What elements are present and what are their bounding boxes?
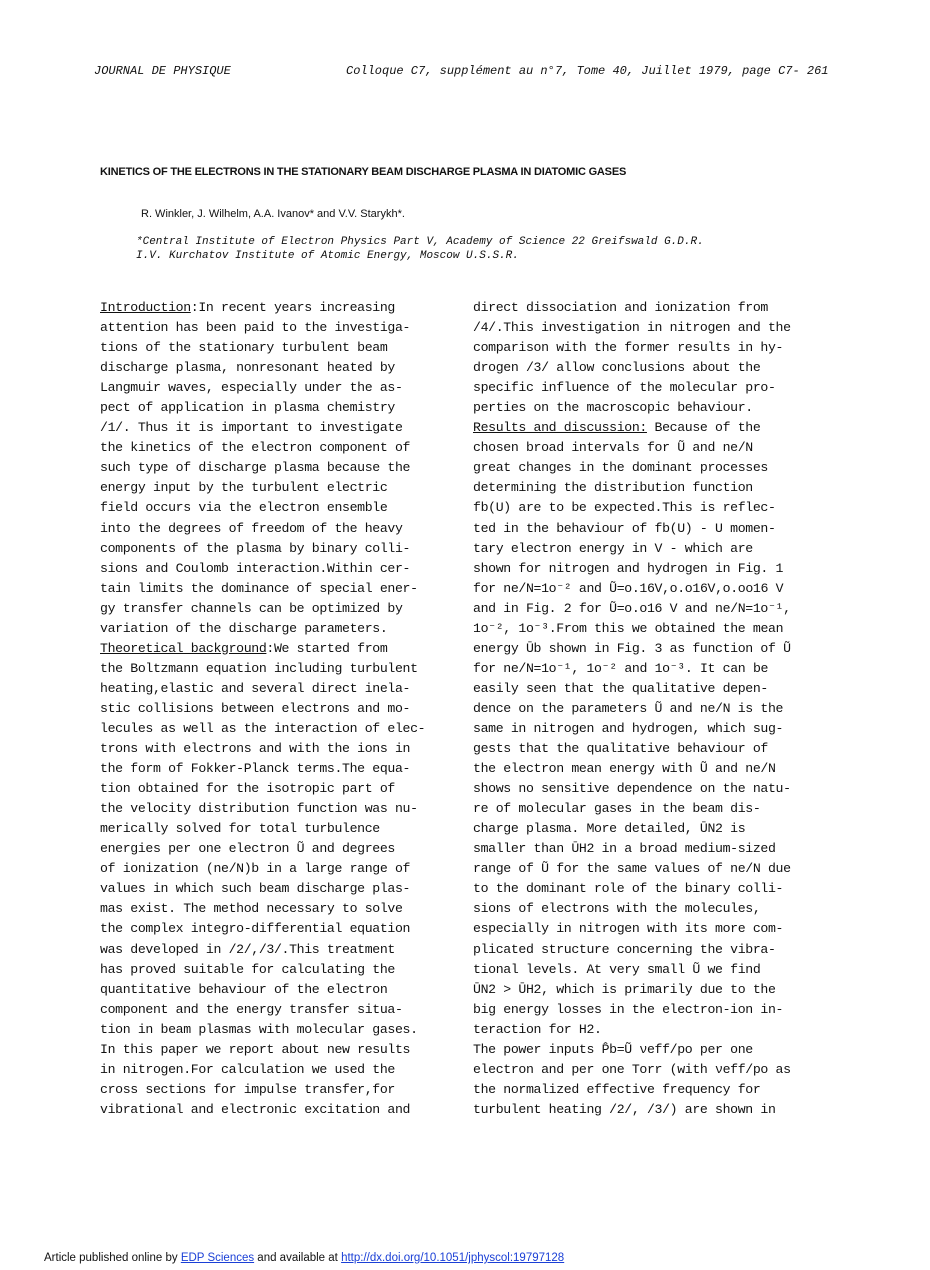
text-line: Langmuir waves, especially under the as- [100, 380, 403, 396]
text-line: lecules as well as the interaction of elec- [100, 720, 426, 736]
footer-middle: and available at [254, 1252, 342, 1264]
text-line: values in which such beam discharge plas- [100, 881, 411, 897]
publisher-link[interactable]: EDP Sciences [180, 1252, 255, 1264]
text-line: the complex integro-differential equation [100, 921, 411, 937]
text-line: perties on the macroscopic behaviour. [473, 400, 753, 416]
theory-line [100, 639, 450, 659]
text-line: sions of electrons with the molecules, [473, 901, 761, 917]
intro-line [100, 298, 450, 318]
theoretical-background-heading: Theoretical background [100, 640, 267, 656]
text-line: turbulent heating /2/, /3/) are shown in [473, 1101, 776, 1117]
text-line: tional levels. At very small Ũ we find [473, 961, 761, 977]
introduction-heading: Introduction [100, 300, 191, 315]
text-line: tain limits the dominance of special ener- [100, 580, 418, 596]
results-first-line: Because of the [646, 420, 761, 436]
theory-paragraph [100, 659, 450, 1120]
intro-first-line: :In recent years increasing [190, 300, 395, 315]
text-line: energy Ūb shown in Fig. 3 as function of Ũ [473, 640, 791, 656]
colloque-reference: Colloque C7, supplément au n°7, Tome 40, Juillet 1979, page C7- 261 [346, 64, 829, 78]
text-line: energies per one electron Ũ and degrees [100, 841, 395, 857]
text-line: heating,elastic and several direct inela- [100, 680, 411, 696]
text-line: mas exist. The method necessary to solve [100, 901, 403, 917]
text-line: /4/.This investigation in nitrogen and the [473, 320, 791, 336]
intro-paragraph [100, 318, 450, 639]
text-line: component and the energy transfer situa- [100, 1001, 403, 1017]
text-line: ted in the behaviour of fb(U) - U momen- [473, 520, 776, 536]
text-line: /1/. Thus it is important to investigate [100, 420, 403, 436]
text-line: quantitative behaviour of the electron [100, 981, 388, 997]
text-line: stic collisions between electrons and mo- [100, 700, 411, 716]
text-line: energy input by the turbulent electric [100, 480, 388, 496]
affiliation-1: *Central Institute of Electron Physics Part V, Academy of Science 22 Greifswald G.D.R. [136, 236, 704, 248]
text-line: In this paper we report about new results [100, 1041, 411, 1057]
text-line: cross sections for impulse transfer,for [100, 1081, 395, 1097]
text-line: merically solved for total turbulence [100, 821, 380, 837]
text-line: gy transfer channels can be optimized by [100, 600, 403, 616]
affiliation-2: I.V. Kurchatov Institute of Atomic Energy, Moscow U.S.S.R. [136, 250, 519, 262]
text-line: dence on the parameters Ũ and ne/N is the [473, 700, 784, 716]
text-line: such type of discharge plasma because the [100, 460, 411, 476]
journal-name: JOURNAL DE PHYSIQUE [94, 64, 231, 78]
text-line: to the dominant role of the binary colli- [473, 881, 784, 897]
text-line: attention has been paid to the investiga- [100, 320, 411, 336]
text-line: The power inputs P̂b=Ũ νeff/po per one [473, 1041, 753, 1057]
text-line: big energy losses in the electron-ion in- [473, 1001, 784, 1017]
text-line: components of the plasma by binary colli- [100, 540, 411, 556]
text-line: easily seen that the qualitative depen- [473, 680, 768, 696]
text-line: especially in nitrogen with its more com- [473, 921, 784, 937]
text-line: of ionization (ne/N)b in a large range of [100, 861, 411, 877]
text-line: the kinetics of the electron component of [100, 440, 411, 456]
text-line: discharge plasma, nonresonant heated by [100, 360, 395, 376]
running-header [0, 64, 930, 82]
doi-link[interactable]: http://dx.doi.org/10.1051/jphyscol:19797128 [341, 1252, 565, 1264]
text-line: tary electron energy in V - which are [473, 540, 753, 556]
text-line: direct dissociation and ionization from [473, 300, 768, 315]
paper-title: KINETICS OF THE ELECTRONS IN THE STATIONARY BEAM DISCHARGE PLASMA IN DIATOMIC GASES [100, 166, 627, 178]
text-line: range of Ũ for the same values of ne/N due [473, 861, 791, 877]
text-line: the Boltzmann equation including turbulent [100, 660, 418, 676]
text-line: gests that the qualitative behaviour of [473, 741, 768, 757]
text-line: variation of the discharge parameters. [100, 620, 388, 636]
continued-paragraph [473, 298, 823, 418]
results-heading: Results and discussion: [473, 420, 647, 436]
left-column [100, 298, 450, 1120]
text-line: chosen broad intervals for Ũ and ne/N [473, 440, 753, 456]
publication-footer [44, 1252, 564, 1264]
text-line: into the degrees of freedom of the heavy [100, 520, 403, 536]
text-line: plicated structure concerning the vibra- [473, 941, 776, 957]
text-line: was developed in /2/,/3/.This treatment [100, 941, 395, 957]
text-line: sions and Coulomb interaction.Within cer- [100, 560, 411, 576]
text-line: tion in beam plasmas with molecular gases. [100, 1021, 418, 1037]
text-line: teraction for H2. [473, 1021, 602, 1037]
text-line: the form of Fokker-Planck terms.The equa- [100, 761, 411, 777]
text-line: specific influence of the molecular pro- [473, 380, 776, 396]
text-line: trons with electrons and with the ions in [100, 741, 411, 757]
text-line: pect of application in plasma chemistry [100, 400, 395, 416]
text-line: for ne/N=1o⁻² and Ũ=o.16V,o.o16V,o.oo16 V [473, 580, 784, 596]
results-line [473, 418, 823, 438]
text-line: charge plasma. More detailed, ŪN2 is [473, 821, 746, 837]
text-line: determining the distribution function [473, 480, 753, 496]
text-line: ŪN2 > ŪH2, which is primarily due to the [473, 981, 776, 997]
authors: R. Winkler, J. Wilhelm, A.A. Ivanov* and V.V. Starykh*. [141, 208, 405, 220]
text-line: field occurs via the electron ensemble [100, 500, 388, 516]
theory-first-line: :We started from [266, 640, 388, 656]
text-line: shows no sensitive dependence on the natu- [473, 781, 791, 797]
text-line: re of molecular gases in the beam dis- [473, 801, 761, 817]
text-line: fb(U) are to be expected.This is reflec- [473, 500, 776, 516]
results-paragraph [473, 438, 823, 1120]
text-line: and in Fig. 2 for Ũ=o.o16 V and ne/N=1o⁻¹, [473, 600, 791, 616]
text-line: the velocity distribution function was nu- [100, 801, 418, 817]
text-line: vibrational and electronic excitation and [100, 1101, 411, 1117]
text-line: smaller than ŪH2 in a broad medium-sized [473, 841, 776, 857]
footer-prefix: Article published online by [44, 1252, 181, 1264]
text-line: 1o⁻², 1o⁻³.From this we obtained the mean [473, 620, 784, 636]
text-line: electron and per one Torr (with νeff/po as [473, 1061, 791, 1077]
text-line: great changes in the dominant processes [473, 460, 768, 476]
text-line: same in nitrogen and hydrogen, which sug- [473, 720, 784, 736]
text-line: comparison with the former results in hy- [473, 340, 784, 356]
text-line: tions of the stationary turbulent beam [100, 340, 388, 356]
text-line: tion obtained for the isotropic part of [100, 781, 395, 797]
right-column [473, 298, 823, 1120]
text-line: in nitrogen.For calculation we used the [100, 1061, 395, 1077]
text-line: the electron mean energy with Ũ and ne/N [473, 761, 776, 777]
text-line: drogen /3/ allow conclusions about the [473, 360, 761, 376]
text-line: for ne/N=1o⁻¹, 1o⁻² and 1o⁻³. It can be [473, 660, 769, 676]
text-line: the normalized effective frequency for [473, 1081, 761, 1097]
text-line: shown for nitrogen and hydrogen in Fig. 1 [473, 560, 784, 576]
text-line: has proved suitable for calculating the [100, 961, 395, 977]
